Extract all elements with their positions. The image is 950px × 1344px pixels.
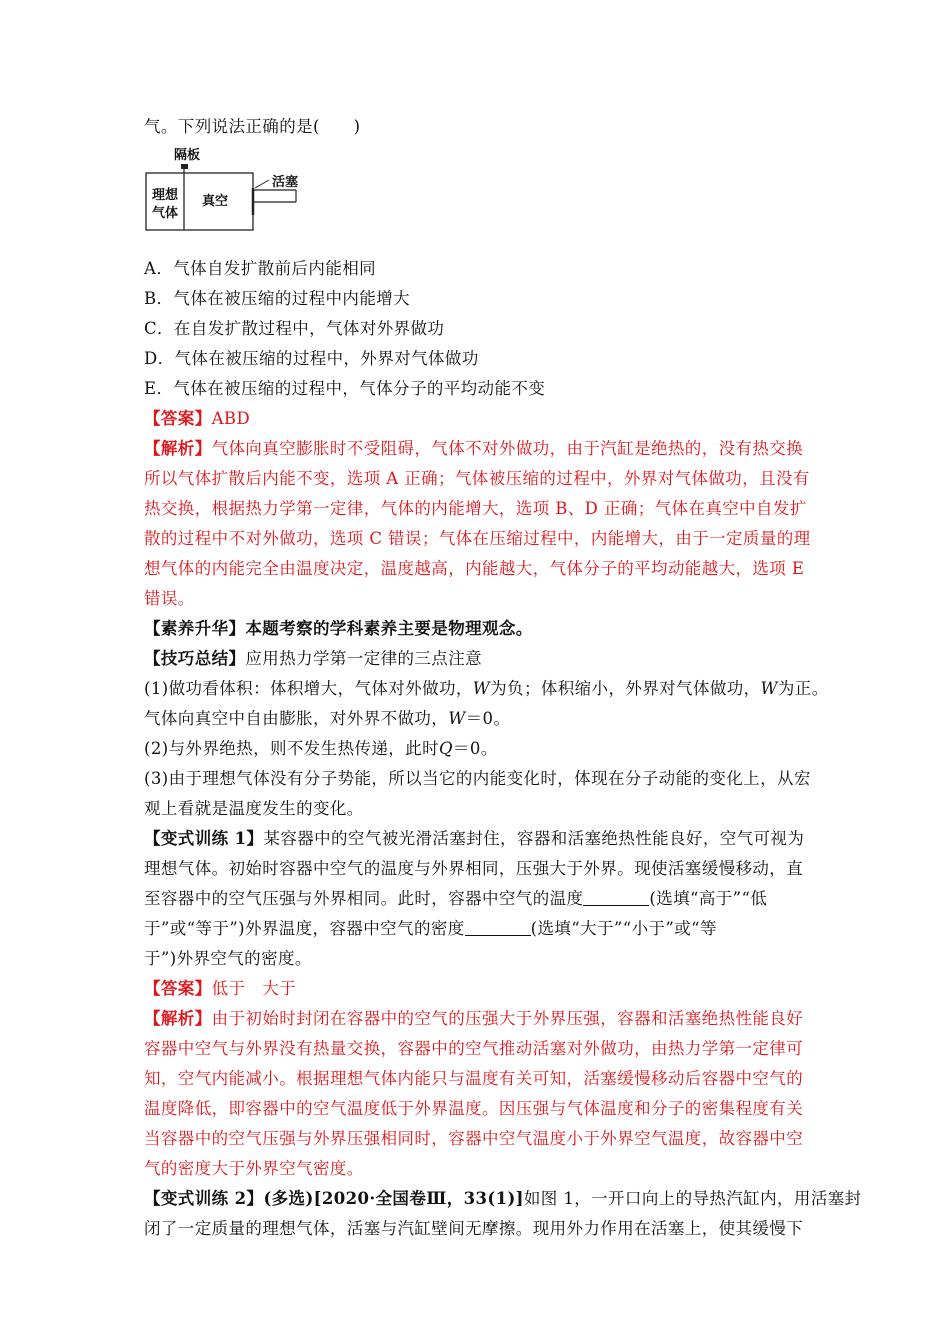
- variant-2-tag: 【变式训练 2】: [144, 1189, 264, 1208]
- text: 为正。: [777, 679, 829, 698]
- partition-label: 隔板: [174, 148, 201, 163]
- variant-2-line: 闭了一定质量的理想气体，活塞与汽缸壁间无摩擦。现用外力作用在活塞上，使其缓慢下: [144, 1219, 804, 1238]
- variable-q: Q: [438, 739, 453, 758]
- skill-summary-title: [144, 644, 810, 674]
- text: (1)做功看体积：体积增大，气体对外做功，: [144, 679, 473, 698]
- piston-label: 活塞: [272, 175, 299, 190]
- analysis-text: 由于初始时封闭在容器中的空气的压强大于外界压强，容器和活塞绝热性能良好: [211, 1009, 804, 1028]
- skill-point-1: [144, 674, 829, 704]
- variable-w: W: [760, 679, 778, 698]
- answer-value: 低于 大于: [211, 979, 297, 998]
- answer-value: ABD: [211, 409, 251, 428]
- ideal-gas-label-2: 气体: [152, 206, 179, 221]
- analysis-1-line: [144, 434, 810, 464]
- analysis-tag: 【解析】: [144, 439, 212, 458]
- analysis-1-line: 散的过程中不对外做功，选项 C 错误；气体在压缩过程中，内能增大，由于一定质量的理: [144, 529, 811, 548]
- variant-2-source: (多选)[2020·全国卷Ⅲ，33(1)]: [263, 1189, 524, 1208]
- text: ＝0。: [465, 709, 511, 728]
- text: 如图 1，一开口向上的导热汽缸内，用活塞封: [523, 1189, 862, 1208]
- fill-blank-temperature[interactable]: [583, 887, 649, 906]
- text: 某容器中的空气被光滑活塞封住，容器和活塞绝热性能良好，空气可视为: [263, 829, 805, 848]
- literacy-note: 【素养升华】本题考察的学科素养主要是物理观念。: [144, 619, 533, 638]
- piston-leader-line: [255, 180, 269, 188]
- skill-point-2: [144, 734, 810, 764]
- skill-tag: 【技巧总结】: [144, 649, 246, 668]
- option-b: B．气体在被压缩的过程中内能增大: [144, 289, 411, 308]
- text: (选填“大于”“小于”或“等: [530, 919, 717, 938]
- variant-1-line: [144, 884, 810, 914]
- answer-tag: 【答案】: [144, 409, 212, 428]
- apparatus-diagram: [144, 144, 810, 254]
- document-page: [144, 112, 862, 1244]
- analysis-2-line: 当容器中的空气压强与外界压强相同时，容器中空气温度小于外界空气温度，故容器中空: [144, 1129, 804, 1148]
- variant-1-line: [144, 914, 810, 944]
- analysis-2-line: 气的密度大于外界空气密度。: [144, 1159, 364, 1178]
- option-c: C．在自发扩散过程中，气体对外界做功: [144, 319, 445, 338]
- text: ＝0。: [452, 739, 498, 758]
- analysis-1-line: 错误。: [144, 589, 195, 608]
- fill-blank-density[interactable]: [465, 917, 531, 936]
- analysis-1-line: 所以气体扩散后内能不变，选项 A 正确；气体被压缩的过程中，外界对气体做功，且没有: [144, 469, 810, 488]
- text: 于”或“等于”)外界温度，容器中空气的密度: [144, 919, 465, 938]
- skill-point-3: (3)由于理想气体没有分子势能，所以当它的内能变化时，体现在分子动能的变化上，从宏: [144, 769, 811, 788]
- analysis-2-line: 容器中空气与外界没有热量交换，容器中的空气推动活塞对外做功，由热力学第一定律可: [144, 1039, 804, 1058]
- analysis-2-line: 知，空气内能减小。根据理想气体内能只与温度有关可知，活塞缓慢移动后容器中空气的: [144, 1069, 804, 1088]
- variant-1-line: 于”)外界空气的密度。: [144, 949, 312, 968]
- text: (2)与外界绝热，则不发生热传递，此时: [144, 739, 439, 758]
- skill-point-3-cont: 观上看就是温度发生的变化。: [144, 799, 364, 818]
- option-d: D．气体在被压缩的过程中，外界对气体做功: [144, 349, 479, 368]
- analysis-1-line: 想气体的内能完全由温度决定，温度越高，内能越大，气体分子的平均动能越大，选项 E: [144, 559, 805, 578]
- text: 气体向真空中自由膨胀，对外界不做功，: [144, 709, 449, 728]
- analysis-text: 气体向真空膨胀时不受阻碍，气体不对外做功，由于汽缸是绝热的，没有热交换: [211, 439, 804, 458]
- answer-tag: 【答案】: [144, 979, 212, 998]
- variant-1-line: [144, 824, 810, 854]
- partition-handle: [181, 164, 188, 169]
- option-a: A．气体自发扩散前后内能相同: [144, 259, 377, 278]
- skill-title: 应用热力学第一定律的三点注意: [245, 649, 483, 668]
- analysis-1-line: 热交换，根据热力学第一定律，气体的内能增大，选项 B、D 正确；气体在真空中自发扩: [144, 499, 807, 518]
- option-e: E．气体在被压缩的过程中，气体分子的平均动能不变: [144, 379, 546, 398]
- answer-1: [144, 404, 810, 434]
- variant-1-tag: 【变式训练 1】: [144, 829, 264, 848]
- vacuum-label: 真空: [202, 194, 229, 209]
- text: 为负；体积缩小，外界对气体做功，: [490, 679, 761, 698]
- analysis-2-line: 温度降低，即容器中的空气温度低于外界温度。因压强与气体温度和分子的密集程度有关: [144, 1099, 804, 1118]
- answer-2: [144, 974, 810, 1004]
- analysis-tag: 【解析】: [144, 1009, 212, 1028]
- variable-w: W: [448, 709, 466, 728]
- text: (选填“高于”“低: [649, 889, 768, 908]
- text: 至容器中的空气压强与外界相同。此时，容器中空气的温度: [144, 889, 584, 908]
- variant-2-line: [144, 1184, 862, 1214]
- ideal-gas-label-1: 理想: [152, 188, 179, 203]
- skill-point-1-cont: [144, 704, 810, 734]
- question-intro: 气。下列说法正确的是( ): [144, 117, 361, 136]
- variant-1-line: 理想气体。初始时容器中空气的温度与外界相同，压强大于外界。现使活塞缓慢移动，直: [144, 859, 804, 878]
- variable-w: W: [472, 679, 491, 698]
- analysis-2-line: [144, 1004, 810, 1034]
